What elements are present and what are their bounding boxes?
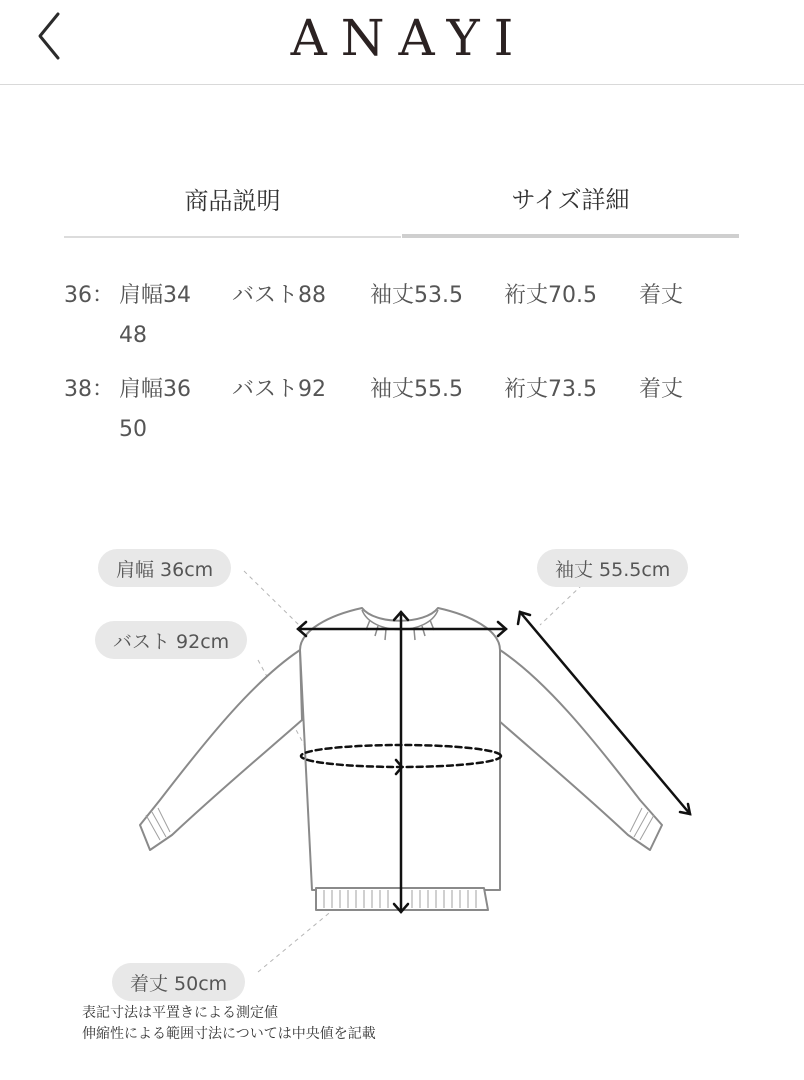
tab-bar — [64, 160, 739, 238]
app-header — [0, 0, 804, 85]
length-label: 着丈 — [639, 377, 684, 402]
size-row-36 — [64, 276, 744, 370]
sweater-illustration — [0, 540, 804, 980]
yuki-value: 裄丈73.5 — [504, 377, 597, 402]
size-label: 38： — [64, 377, 114, 402]
shoulder-width-label: 肩幅 36cm — [98, 549, 231, 587]
measurement-note — [82, 1003, 376, 1045]
bust-value: バスト92 — [232, 377, 326, 402]
size-row-38 — [64, 370, 744, 464]
yuki-value: 裄丈70.5 — [504, 283, 597, 308]
note-line: 伸縮性による範囲寸法については中央値を記載 — [82, 1026, 376, 1042]
size-label: 36： — [64, 283, 114, 308]
body-length-label: 着丈 50cm — [112, 963, 245, 1001]
sleeve-length-label: 袖丈 55.5cm — [537, 549, 688, 587]
bust-value: バスト88 — [232, 283, 326, 308]
sleeve-value: 袖丈55.5 — [370, 377, 463, 402]
brand-logo[interactable]: ANAYI — [290, 9, 528, 67]
tab-product-description[interactable]: 商品説明 — [64, 160, 401, 238]
sleeve-value: 袖丈53.5 — [370, 283, 463, 308]
shoulder-value: 肩幅34 — [119, 283, 191, 308]
note-line: 表記寸法は平置きによる測定値 — [82, 1005, 278, 1021]
length-value: 50 — [119, 417, 147, 442]
shoulder-value: 肩幅36 — [119, 377, 191, 402]
length-label: 着丈 — [639, 283, 684, 308]
bust-label: バスト 92cm — [95, 621, 247, 659]
length-value: 48 — [119, 323, 147, 348]
tab-size-details[interactable]: サイズ詳細 — [402, 160, 739, 238]
size-diagram — [0, 540, 804, 995]
size-list — [64, 276, 744, 464]
